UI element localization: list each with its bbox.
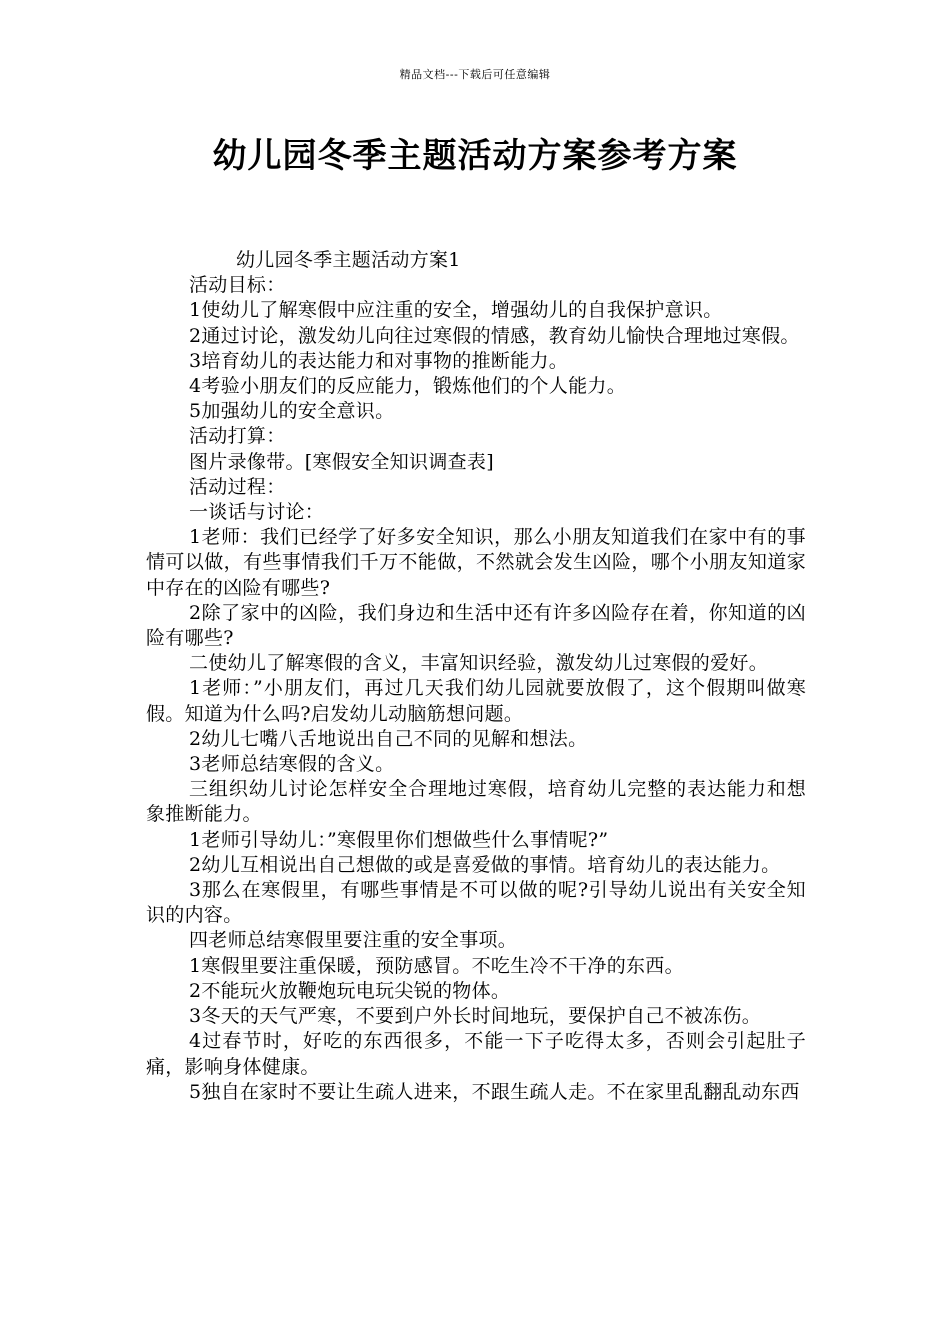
paragraph: 二使幼儿了解寒假的含义，丰富知识经验，激发幼儿过寒假的爱好。 — [189, 652, 769, 675]
paragraph: 活动过程： — [189, 475, 286, 498]
paragraph: 活动打算： — [189, 425, 286, 448]
paragraph: 2幼儿互相说出自己想做的或是喜爱做的事情。培育幼儿的表达能力。 — [189, 853, 781, 876]
paragraph: 3那么在寒假里，有哪些事情是不可以做的呢?引导幼儿说出有关安全知识的内容。 — [146, 879, 806, 927]
paragraph: 活动目标： — [189, 274, 286, 297]
paragraph: 3老师总结寒假的含义。 — [189, 753, 395, 776]
paragraph: 2不能玩火放鞭炮玩电玩尖锐的物体。 — [189, 979, 511, 1002]
paragraph: 2幼儿七嘴八舌地说出自己不同的见解和想法。 — [189, 727, 588, 750]
paragraph: 1老师引导幼儿：”寒假里你们想做些什么事情呢?” — [189, 828, 609, 851]
paragraph: 图片录像带。[寒假安全知识调查表] — [189, 450, 494, 473]
section-subtitle: 幼儿园冬季主题活动方案1 — [236, 249, 461, 271]
paragraph: 1老师：”小朋友们，再过几天我们幼儿园就要放假了，这个假期叫做寒假。知道为什么吗?启发幼儿动脑筋想问题。 — [146, 677, 806, 725]
paragraph: 1使幼儿了解寒假中应注重的安全，增强幼儿的自我保护意识。 — [189, 299, 723, 322]
document-title: 幼儿园冬季主题活动方案参考方案 — [212, 136, 738, 176]
paragraph: 3培育幼儿的表达能力和对事物的推断能力。 — [189, 349, 569, 372]
paragraph: 一谈话与讨论： — [189, 501, 325, 524]
paragraph: 四老师总结寒假里要注重的安全事项。 — [189, 929, 518, 952]
paragraph: 3冬天的天气严寒，不要到户外长时间地玩，要保护自己不被冻伤。 — [189, 1005, 762, 1028]
document-body — [146, 248, 806, 1105]
paragraph: 2通过讨论，激发幼儿向往过寒假的情感，教育幼儿愉快合理地过寒假。 — [189, 324, 800, 347]
paragraph: 1老师：我们已经学了好多安全知识，那么小朋友知道我们在家中有的事情可以做，有些事情我们千万不能做，不然就会发生凶险，哪个小朋友知道家中存在的凶险有哪些? — [146, 526, 806, 599]
paragraph: 2除了家中的凶险，我们身边和生活中还有许多凶险存在着，你知道的凶险有哪些? — [146, 601, 806, 650]
paragraph: 1寒假里要注重保暖，预防感冒。不吃生冷不干净的东西。 — [189, 954, 684, 977]
page-header: 精品文档---下载后可任意编辑 — [399, 68, 551, 81]
paragraph: 5加强幼儿的安全意识。 — [189, 400, 395, 423]
paragraph: 5独自在家时不要让生疏人进来，不跟生疏人走。不在家里乱翻乱动东西 — [189, 1080, 800, 1103]
paragraph: 三组织幼儿讨论怎样安全合理地过寒假，培育幼儿完整的表达能力和想象推断能力。 — [146, 778, 806, 826]
paragraph: 4过春节时，好吃的东西很多，不能一下子吃得太多，否则会引起肚子痛，影响身体健康。 — [146, 1030, 806, 1078]
paragraph: 4考验小朋友们的反应能力，锻炼他们的个人能力。 — [189, 375, 626, 398]
